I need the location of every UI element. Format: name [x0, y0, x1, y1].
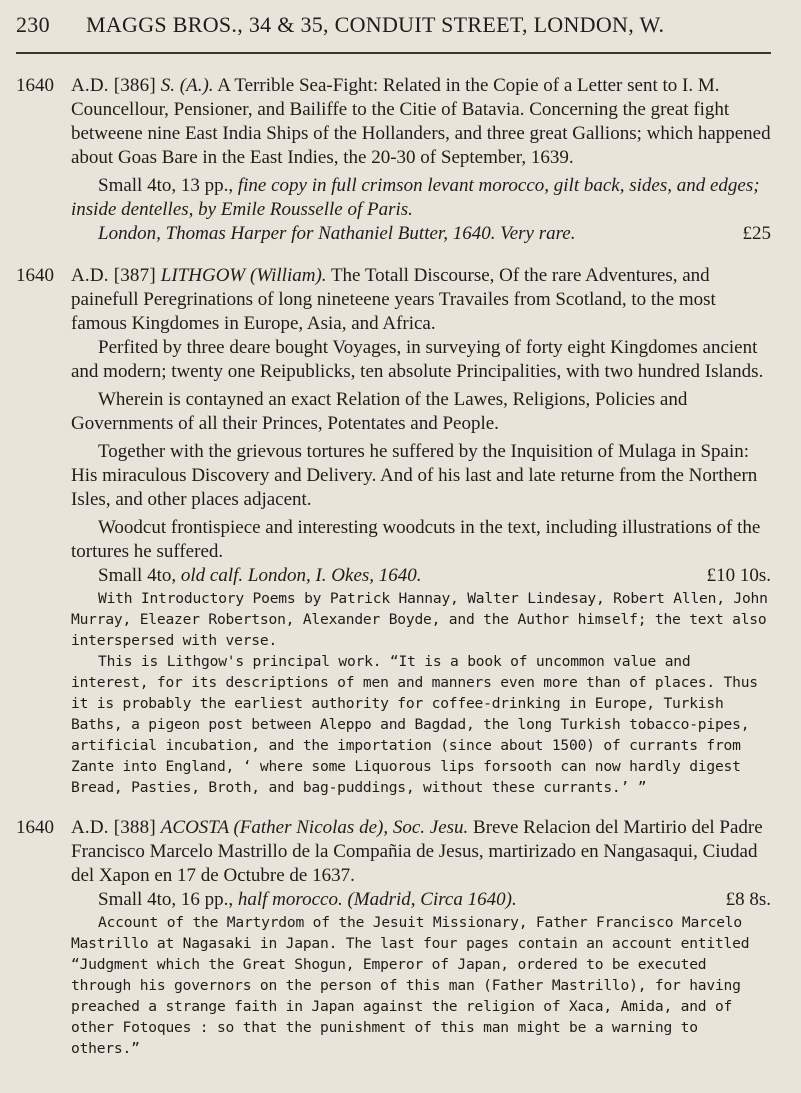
entry-price: £25 [742, 223, 771, 244]
entry-format: Small 4to, 13 pp., fine copy in full crimson levant morocco, gilt back, sides, and edges; inside dentelles, by Emile Rousselle of Paris. [71, 175, 760, 220]
entry-author: LITHGOW (William). [160, 265, 327, 286]
entry-note: This is Lithgow's principal work. “It is a book of uncommon value and interest, for its descriptions of men and manners even more than of places. Thus it is probably the earliest authority for coffee-drinking in Europe, Turkish Baths, a pigeon post between Aleppo and Bagdad, the long Turkish tobacco-pipes, artificial incubation, and the importation (since about 1500) of currants from Zante into England, ‘ where some Liquorous lips forsooth can now hardly digest Bread, Pasties, Broth, and bag-puddings, without these currants.’ ” [71, 653, 758, 796]
running-head [16, 12, 771, 46]
entry-paragraph: Wherein is contayned an exact Relation of the Lawes, Religions, Policies and Governments of all their Princes, Potentates and People. [71, 389, 688, 434]
entry-imprint-line [71, 222, 771, 246]
entry-heading: A.D. [386] S. (A.). A Terrible Sea-Fight: Related in the Copie of a Letter sent to I. M. Councellour, Pensioner, and Bailiffe to the Citie of Batavia. Concerning the great fight betweene nine East India Ships of the Hollanders, and three great Gallions; which happened about Goas Bare in the East Indies, the 20-30 of September, 1639. [71, 75, 771, 168]
entry-author: ACOSTA (Father Nicolas de), Soc. Jesu. [160, 817, 469, 838]
entry-body [71, 74, 771, 246]
entry-body [71, 264, 771, 798]
entry-paragraph: Together with the grievous tortures he suffered by the Inquisition of Mulaga in Spain: His miraculous Discovery and Delivery. And of his last and late returne from the Northern Isles, and other places adjacent. [71, 441, 758, 510]
entry-imprint: (Madrid, Circa 1640). [347, 889, 517, 910]
entry-year: 1640 [16, 265, 54, 286]
entry-imprint: London, I. Okes, 1640. [247, 565, 422, 586]
entry-price: £8 8s. [725, 889, 771, 910]
entry-title: The Totall Discourse, Of the rare Adventures, and painefull Peregrinations of long nineteene years Travailes from Scotland, to the most famous Kingdomes in Europe, Asia, and Africa. [71, 265, 716, 334]
entry-heading: A.D. [388] ACOSTA (Father Nicolas de), Soc. Jesu. Breve Relacion del Martirio del Padre Francisco Marcelo Mastrillo de la Compañia de Jesus, martirizado en Nangasaqui, Ciudad del Xapon en 17 de Octubre de 1637. [71, 817, 763, 886]
catalogue-entry-387 [16, 264, 771, 798]
entry-author: S. (A.). [160, 75, 214, 96]
entry-imprint: London, Thomas Harper for Nathaniel Butter, 1640. Very rare. [98, 223, 576, 244]
catalogue-entry-388 [16, 816, 771, 1059]
running-title: MAGGS BROS., 34 & 35, CONDUIT STREET, LONDON, W. [86, 12, 665, 37]
entry-imprint-line: Small 4to, 16 pp., half morocco. (Madrid, Circa 1640). £8 8s. [98, 889, 771, 910]
entry-year: 1640 [16, 75, 54, 96]
entry-paragraph: Perfited by three deare bought Voyages, in surveying of forty eight Kingdomes ancient and modern; twenty one Reipublicks, ten absolute Principalities, with two hundred Islands. [71, 337, 764, 382]
header-rule [16, 52, 771, 54]
entry-imprint-line: Small 4to, old calf. London, I. Okes, 1640. £10 10s. [98, 565, 771, 586]
entry-body [71, 816, 771, 1059]
entry-title: A Terrible Sea-Fight: Related in the Copie of a Letter sent to I. M. Councellour, Pensioner, and Bailiffe to the Citie of Batavia. Concerning the great fight betweene nine East India Ships of the Hollanders, and three great Gallions; which happened about Goas Bare in the East Indies, the 20-30 of September, 1639. [71, 75, 771, 168]
entry-year: 1640 [16, 817, 54, 838]
entry-note: With Introductory Poems by Patrick Hannay, Walter Lindesay, Robert Allen, John Murray, Eleazer Robertson, Alexander Boyde, and the Author himself; the text also interspersed with verse. [71, 590, 768, 649]
entry-price: £10 10s. [706, 565, 771, 586]
entry-note: Account of the Martyrdom of the Jesuit Missionary, Father Francisco Marcelo Mastrillo at Nagasaki in Japan. The last four pages contain an account entitled “Judgment which the Great Shogun, Emperor of Japan, ordered to be executed through his governors on the person of this man (Father Mastrillo), for having preached a strange faith in Japan against the religion of Xaca, Amida, and of other Fotoques : so that the punishment of this man might be a warning to others.” [71, 914, 750, 1057]
entry-title: Breve Relacion del Martirio del Padre Francisco Marcelo Mastrillo de la Compañia de Jesus, martirizado en Nangasaqui, Ciudad del Xapon en 17 de Octubre de 1637. [71, 817, 763, 886]
entry-paragraph: Woodcut frontispiece and interesting woodcuts in the text, including illustrations of the tortures he suffered. [71, 517, 761, 562]
entry-heading: A.D. [387] LITHGOW (William). The Totall Discourse, Of the rare Adventures, and painefull Peregrinations of long nineteene years Travailes from Scotland, to the most famous Kingdomes in Europe, Asia, and Africa. [71, 265, 716, 334]
page-number: 230 [16, 12, 50, 37]
catalogue-entry-386 [16, 74, 771, 246]
